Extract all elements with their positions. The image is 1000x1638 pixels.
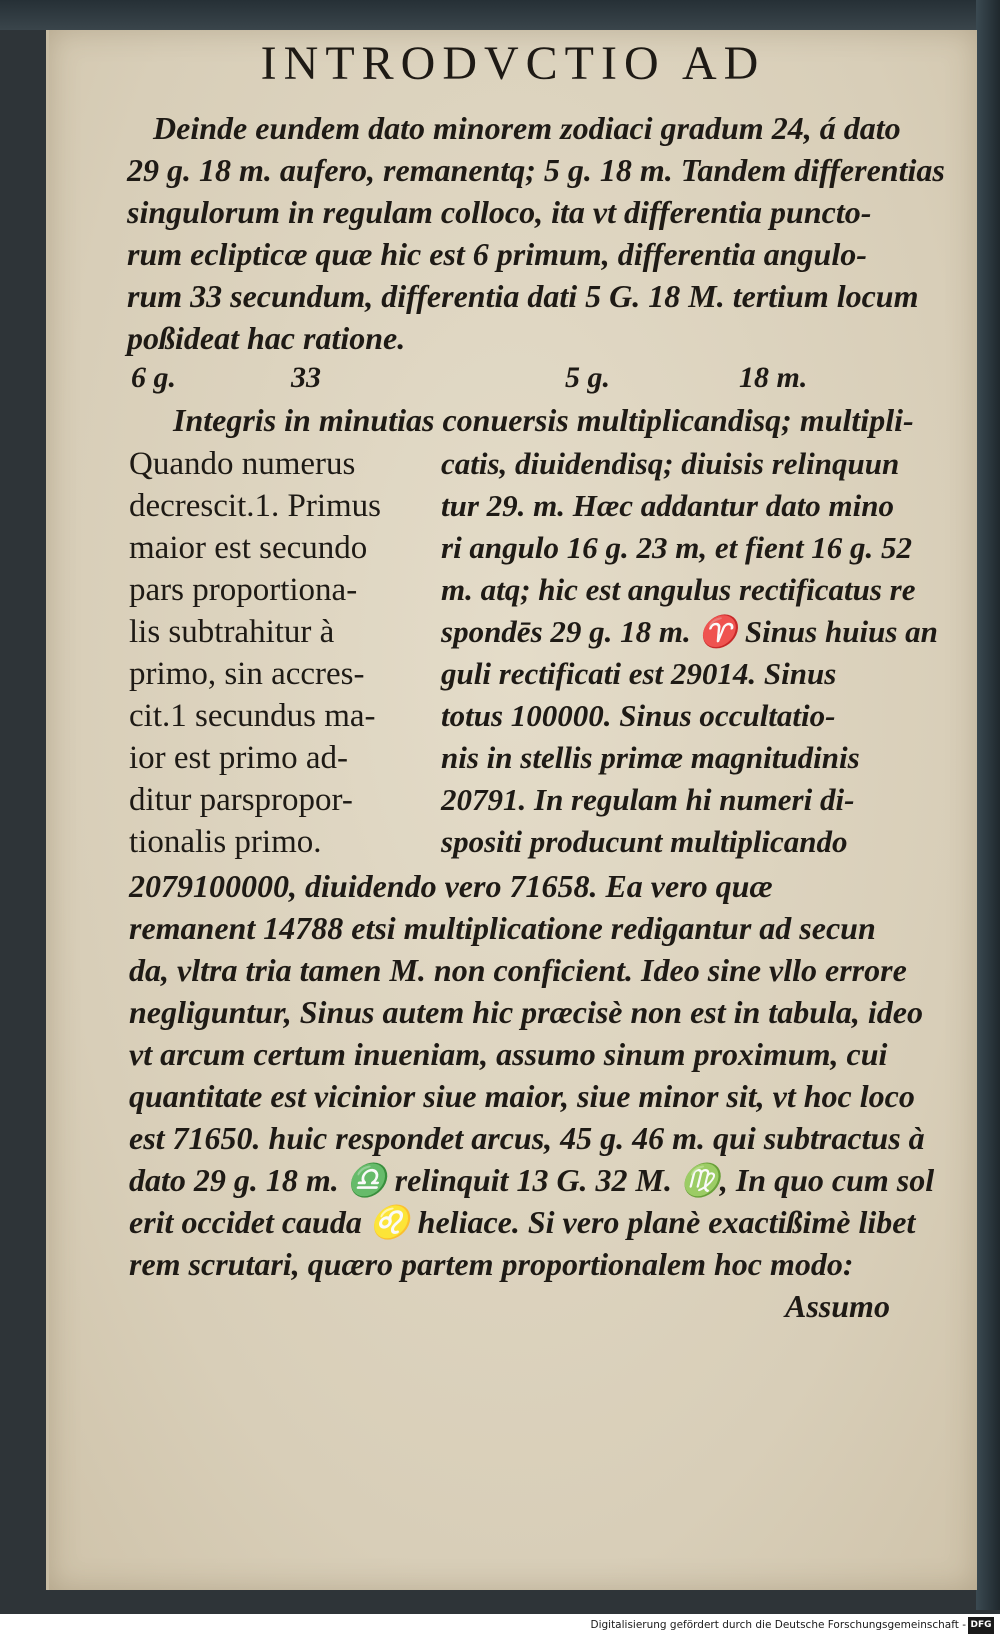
table-cell: 6 g. xyxy=(131,361,176,394)
scan-edge-top xyxy=(0,0,1000,30)
text-line: 2079100000, diuidendo vero 71658. Ea vero quæ xyxy=(129,868,773,904)
text-line: totus 100000. Sinus occultatio- xyxy=(441,698,836,733)
margin-note-line: maior est secundo xyxy=(129,530,368,566)
text-line: vt arcum certum inueniam, assumo sinum proximum, cui xyxy=(129,1036,888,1072)
text-line: catis, diuidendisq; diuisis relinquun xyxy=(441,446,900,481)
margin-note-line: lis subtrahitur à xyxy=(129,614,335,650)
text-line: guli rectificati est 29014. Sinus xyxy=(441,656,837,691)
text-line: rem scrutari, quæro partem proportionalem hoc modo: xyxy=(129,1246,854,1282)
text-line: rum 33 secundum, differentia dati 5 G. 18 M. tertium locum xyxy=(127,278,919,314)
margin-note-line: primo, sin accres- xyxy=(129,656,365,692)
text-line: negliguntur, Sinus autem hic præcisè non est in tabula, ideo xyxy=(129,994,923,1030)
margin-note-line: tionalis primo. xyxy=(129,824,322,860)
text-line: m. atq; hic est angulus rectificatus re xyxy=(441,572,916,607)
text-line: nis in stellis primæ magnitudinis xyxy=(441,740,860,775)
running-header: INTRODVCTIO AD xyxy=(260,37,766,90)
margin-note-line: Quando numerus xyxy=(129,446,356,482)
text-line: erit occidet cauda ♌ heliace. Si vero planè exactißimè libet xyxy=(129,1204,916,1240)
margin-note-line: pars proportiona- xyxy=(129,572,358,608)
text-line: est 71650. huic respondet arcus, 45 g. 46 m. qui subtractus à xyxy=(129,1120,925,1156)
text-line: spondēs 29 g. 18 m. ♈ Sinus huius an xyxy=(441,614,938,649)
text-line: tur 29. m. Hæc addantur dato mino xyxy=(441,488,895,523)
text-line: ri angulo 16 g. 23 m, et fient 16 g. 52 xyxy=(441,530,913,565)
text-line: dato 29 g. 18 m. ♎ relinquit 13 G. 32 M. ♍, In quo cum sol xyxy=(129,1162,935,1198)
dfg-logo-icon: DFG xyxy=(968,1617,994,1634)
text-line: 29 g. 18 m. aufero, remanentq; 5 g. 18 m. Tandem differentias xyxy=(127,152,945,188)
table-cell: 5 g. xyxy=(565,361,610,394)
text-line: 20791. In regulam hi numeri di- xyxy=(441,782,855,817)
book-page xyxy=(46,30,977,1590)
text-line: Deinde eundem dato minorem zodiaci gradum 24, á dato xyxy=(153,110,901,146)
margin-note-line: decrescit.1. Primus xyxy=(129,488,382,524)
text-line: poßideat hac ratione. xyxy=(127,320,406,356)
text-line: quantitate est vicinior siue maior, siue minor sit, vt hoc loco xyxy=(129,1078,915,1114)
scan-edge-right xyxy=(976,0,1000,1610)
text-line: da, vltra tria tamen M. non conficient. Ideo sine vllo errore xyxy=(129,952,907,988)
table-cell: 33 xyxy=(291,361,321,394)
text-line: rum eclipticæ quæ hic est 6 primum, differentia angulo- xyxy=(127,236,867,272)
margin-note-line: cit.1 secundus ma- xyxy=(129,698,376,734)
margin-note-line: ior est primo ad- xyxy=(129,740,349,776)
text-line: spositi producunt multiplicando xyxy=(441,824,848,859)
text-line: singulorum in regulam colloco, ita vt differentia puncto- xyxy=(127,194,872,230)
text-line: Integris in minutias conuersis multiplicandisq; multipli- xyxy=(173,402,914,438)
table-cell: 18 m. xyxy=(739,361,808,394)
margin-note-line: ditur parspropor- xyxy=(129,782,353,818)
catchword: Assumo xyxy=(785,1288,890,1324)
text-line: remanent 14788 etsi multiplicatione redigantur ad secun xyxy=(129,910,876,946)
digitization-credit: Digitalisierung gefördert durch die Deutsche Forschungsgemeinschaft - xyxy=(590,1619,966,1631)
